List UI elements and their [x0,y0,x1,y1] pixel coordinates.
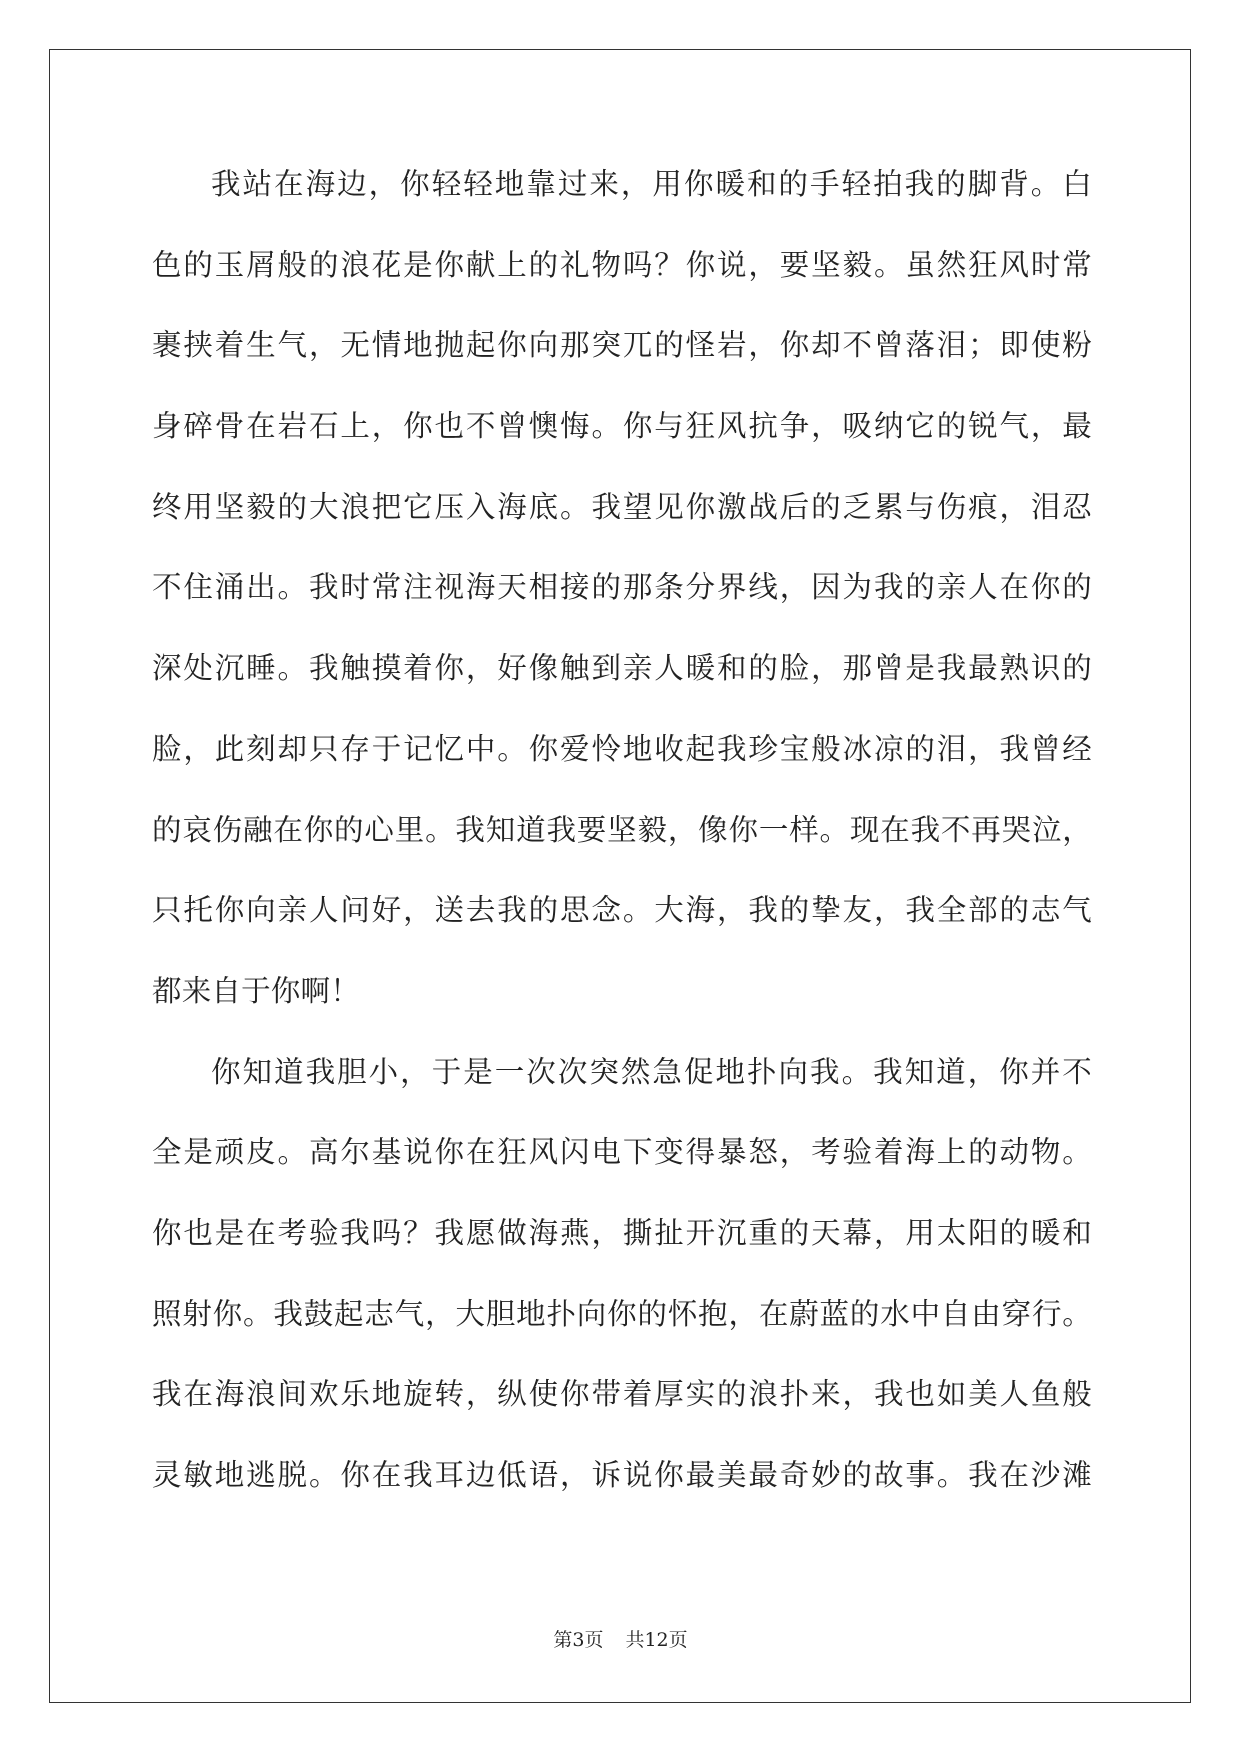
text-line: 身碎骨在岩石上，你也不曾懊悔。你与狂风抗争，吸纳它的锐气，最 [152,409,1092,444]
text-line: 不住涌出。我时常注视海天相接的那条分界线，因为我的亲人在你的 [152,570,1092,605]
text-line: 终用坚毅的大浪把它压入海底。我望见你激战后的乏累与伤痕，泪忍 [152,489,1092,524]
page-number: 第3页 [553,1629,604,1651]
text-line: 都来自于你啊！ [152,973,360,1008]
text-line: 你也是在考验我吗？我愿做海燕，撕扯开沉重的天幕，用太阳的暖和 [152,1215,1092,1250]
text-line: 裹挟着生气，无情地抛起你向那突兀的怪岩，你却不曾落泪；即使粉 [152,328,1092,363]
text-line: 的哀伤融在你的心里。我知道我要坚毅，像你一样。现在我不再哭泣， [152,812,1092,847]
text-line: 我站在海边，你轻轻地靠过来，用你暖和的手轻拍我的脚背。白 [211,167,1092,201]
text-line: 灵敏地逃脱。你在我耳边低语，诉说你最美最奇妙的故事。我在沙滩 [152,1458,1092,1492]
text-line: 只托你向亲人问好，送去我的思念。大海，我的挚友，我全部的志气 [152,893,1092,928]
paragraph [152,1046,1092,1530]
document-body [152,158,1092,1530]
text-line: 你知道我胆小，于是一次次突然急促地扑向我。我知道，你并不 [211,1054,1092,1089]
text-line: 色的玉屑般的浪花是你献上的礼物吗？你说，要坚毅。虽然狂风时常 [152,247,1092,282]
text-line: 全是顽皮。高尔基说你在狂风闪电下变得暴怒，考验着海上的动物。 [152,1135,1092,1170]
page-footer [0,1627,1241,1653]
text-line: 深处沉睡。我触摸着你，好像触到亲人暖和的脸，那曾是我最熟识的 [152,651,1092,686]
text-line: 脸，此刻却只存于记忆中。你爱怜地收起我珍宝般冰凉的泪，我曾经 [152,731,1092,766]
text-line: 我在海浪间欢乐地旋转，纵使你带着厚实的浪扑来，我也如美人鱼般 [152,1377,1092,1412]
page-total: 共12页 [625,1629,688,1651]
text-line: 照射你。我鼓起志气，大胆地扑向你的怀抱，在蔚蓝的水中自由穿行。 [152,1296,1092,1331]
paragraph [152,158,1092,1046]
